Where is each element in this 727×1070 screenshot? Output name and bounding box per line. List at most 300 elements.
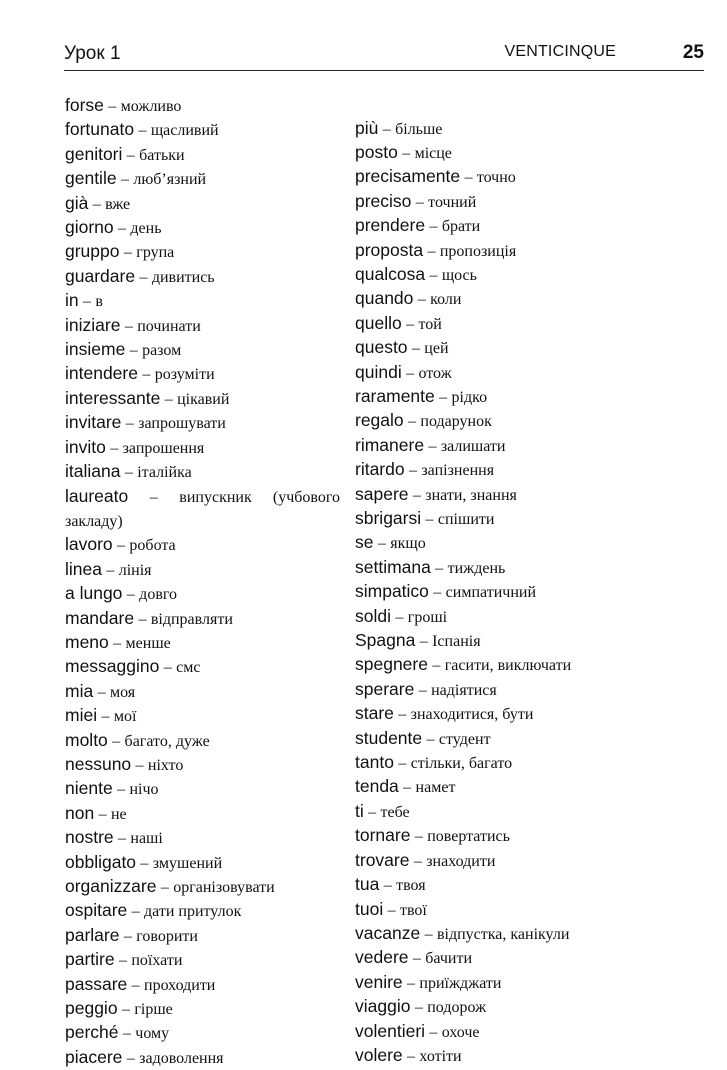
vocab-entry xyxy=(355,800,655,824)
ukrainian-translation: стільки, багато xyxy=(410,755,513,773)
ukrainian-translation: щось xyxy=(441,266,477,284)
dash-separator: – xyxy=(402,144,411,162)
dash-separator: – xyxy=(126,586,135,604)
italian-word: vacanze xyxy=(355,922,421,943)
dash-separator: – xyxy=(120,171,129,189)
italian-word: meno xyxy=(65,631,109,652)
vocab-entry xyxy=(65,240,340,264)
dash-separator: – xyxy=(123,927,132,945)
italian-word: guardare xyxy=(65,265,136,286)
vocab-entry xyxy=(355,727,655,751)
vocabulary-column-left xyxy=(65,94,340,1070)
vocab-entry xyxy=(355,531,655,555)
page-number: 25 xyxy=(682,42,704,63)
dash-separator: – xyxy=(398,755,407,773)
italian-word: obbligato xyxy=(65,851,137,872)
dash-separator: – xyxy=(138,610,147,628)
dash-separator: – xyxy=(407,1047,416,1065)
vocab-entry xyxy=(65,216,340,240)
italian-word: giorno xyxy=(65,217,114,238)
vocab-entry xyxy=(355,1044,655,1068)
ukrainian-translation: твоя xyxy=(396,877,426,895)
vocab-entry xyxy=(355,483,655,507)
italian-word: tuoi xyxy=(355,898,384,919)
ukrainian-translation: бачити xyxy=(425,950,473,968)
dash-separator: – xyxy=(118,220,127,238)
ukrainian-translation: приїжджати xyxy=(419,974,502,992)
dash-separator: – xyxy=(122,1025,131,1043)
italian-word: spegnere xyxy=(355,654,428,675)
ukrainian-translation: можливо xyxy=(120,98,182,115)
dash-separator: – xyxy=(97,683,106,701)
italian-word: genitori xyxy=(65,143,123,164)
dash-separator: – xyxy=(118,830,127,848)
vocab-entry xyxy=(65,362,340,386)
italian-word: quello xyxy=(355,312,402,333)
italian-word: preciso xyxy=(355,190,412,211)
ukrainian-translation: робота xyxy=(129,537,176,555)
ukrainian-translation: дати притулок xyxy=(144,903,242,921)
ukrainian-translation: залишати xyxy=(440,437,506,455)
dash-separator: – xyxy=(135,756,144,774)
ukrainian-translation: змушений xyxy=(152,854,223,872)
dash-separator: – xyxy=(110,439,119,457)
ukrainian-translation: лінія xyxy=(118,561,152,579)
italian-word: venire xyxy=(355,971,403,992)
italian-word: mia xyxy=(65,680,94,701)
dash-separator: – xyxy=(129,342,138,360)
dash-separator: – xyxy=(117,537,126,555)
vocab-entry xyxy=(355,190,655,214)
vocab-entry xyxy=(65,851,340,875)
italian-word: parlare xyxy=(65,924,120,945)
italian-word: mandare xyxy=(65,607,135,628)
italian-word: peggio xyxy=(65,998,118,1019)
italian-word: messaggino xyxy=(65,656,160,677)
italian-word: tua xyxy=(355,874,380,895)
italian-word: piacere xyxy=(65,1046,123,1067)
dash-separator: – xyxy=(113,634,122,652)
ukrainian-translation: гроші xyxy=(407,608,448,626)
vocab-entry xyxy=(355,605,655,629)
italian-word: sbrigarsi xyxy=(355,508,422,528)
vocab-entry xyxy=(65,655,340,679)
vocab-entry xyxy=(355,263,655,287)
italian-word: organizzare xyxy=(65,876,157,896)
vocab-entry xyxy=(355,409,655,433)
ukrainian-translation: день xyxy=(130,220,162,238)
vocab-entry xyxy=(355,653,655,677)
italian-word: regalo xyxy=(355,410,404,431)
ukrainian-translation: хотіти xyxy=(419,1047,462,1065)
ukrainian-translation: відпустка, канікули xyxy=(436,925,570,943)
ukrainian-translation: цікавий xyxy=(177,390,230,408)
vocab-entry xyxy=(355,702,655,726)
dash-separator: – xyxy=(414,999,423,1017)
vocab-entry xyxy=(65,143,340,167)
ukrainian-translation: гасити, виключати xyxy=(444,657,572,675)
dash-separator: – xyxy=(142,366,151,384)
italian-word: a lungo xyxy=(65,583,123,604)
italian-word: vedere xyxy=(355,947,409,968)
vocab-entry xyxy=(65,314,340,338)
italian-word: perché xyxy=(65,1022,119,1043)
italian-word: già xyxy=(65,192,89,213)
ukrainian-translation: коли xyxy=(430,291,462,309)
ukrainian-translation: більше xyxy=(395,120,443,138)
vocab-entry xyxy=(355,434,655,458)
vocab-entry xyxy=(355,165,655,189)
italian-word: miei xyxy=(65,705,98,726)
ukrainian-translation: смс xyxy=(176,659,201,677)
italian-word: interessante xyxy=(65,387,161,408)
italian-word: quindi xyxy=(355,361,402,382)
italian-word: linea xyxy=(65,558,102,579)
vocab-entry xyxy=(65,582,340,606)
italian-word: forse xyxy=(65,95,104,115)
ukrainian-translation: студент xyxy=(438,730,491,748)
dash-separator: – xyxy=(126,146,135,164)
vocab-entry xyxy=(65,558,340,582)
italian-word: simpatico xyxy=(355,581,429,602)
dash-separator: – xyxy=(108,98,117,115)
dash-separator: – xyxy=(433,584,442,602)
dash-separator: – xyxy=(139,268,148,286)
dash-separator: – xyxy=(464,169,473,187)
vocab-entry xyxy=(355,556,655,580)
italian-word: se xyxy=(355,532,374,553)
dash-separator: – xyxy=(419,633,428,651)
italian-word: volere xyxy=(355,1044,403,1065)
dash-separator: – xyxy=(427,242,436,260)
ukrainian-translation: моя xyxy=(109,683,136,701)
vocab-entry xyxy=(355,287,655,311)
vocab-entry xyxy=(65,973,340,997)
dash-separator: – xyxy=(412,950,421,968)
dash-separator: – xyxy=(118,952,127,970)
ukrainian-translation: тиждень xyxy=(447,559,506,577)
dash-separator: – xyxy=(418,681,427,699)
italian-word: insieme xyxy=(65,339,126,360)
italian-word: niente xyxy=(65,778,113,799)
italian-word: ti xyxy=(355,800,364,821)
ukrainian-translation: знати, знання xyxy=(425,486,517,504)
ukrainian-translation: батьки xyxy=(139,146,185,164)
dash-separator: – xyxy=(131,903,140,921)
italian-word: prendere xyxy=(355,215,426,236)
dash-separator: – xyxy=(407,974,416,992)
italian-word: trovare xyxy=(355,849,410,870)
italian-word: raramente xyxy=(355,385,435,406)
dash-separator: – xyxy=(126,1049,135,1067)
dash-separator: – xyxy=(398,706,407,724)
dash-separator: – xyxy=(160,879,169,896)
italian-word: fortunato xyxy=(65,119,135,140)
vocab-entry xyxy=(355,507,655,531)
vocab-entry xyxy=(65,192,340,216)
ukrainian-translation: якщо xyxy=(390,535,426,553)
ukrainian-translation: говорити xyxy=(136,927,198,945)
vocab-entry xyxy=(65,607,340,631)
dash-separator: – xyxy=(426,730,435,748)
dash-separator: – xyxy=(411,340,420,358)
ukrainian-translation: рідко xyxy=(451,388,488,406)
ukrainian-translation: в xyxy=(95,293,103,311)
vocab-entry xyxy=(355,824,655,848)
dash-separator: – xyxy=(429,1023,438,1041)
ukrainian-translation: спішити xyxy=(437,511,495,528)
vocab-entry xyxy=(65,753,340,777)
ukrainian-translation: ніхто xyxy=(147,756,184,774)
dash-separator: – xyxy=(125,415,134,433)
dash-separator: – xyxy=(408,413,417,431)
italian-word: soldi xyxy=(355,605,391,626)
vocab-entry xyxy=(355,239,655,263)
italian-word: invito xyxy=(65,436,106,457)
vocab-entry xyxy=(355,971,655,995)
italian-word: ospitare xyxy=(65,900,128,921)
dash-separator: – xyxy=(112,732,121,750)
italian-word: tanto xyxy=(355,752,394,773)
ukrainian-translation: організовувати xyxy=(173,879,275,896)
dash-separator: – xyxy=(98,805,107,823)
vocab-entry xyxy=(355,922,655,946)
ukrainian-translation: поїхати xyxy=(131,952,183,970)
italian-word: volentieri xyxy=(355,1020,426,1041)
italian-word: posto xyxy=(355,141,398,162)
italian-word: tornare xyxy=(355,825,411,846)
ukrainian-translation: точно xyxy=(476,169,516,187)
ukrainian-translation: гірше xyxy=(134,1001,173,1019)
vocab-entry xyxy=(355,361,655,385)
vocab-entry xyxy=(65,826,340,850)
dash-separator: – xyxy=(383,877,392,895)
ukrainian-translation: отож xyxy=(418,364,452,382)
italian-word: iniziare xyxy=(65,314,121,335)
ukrainian-translation: брати xyxy=(441,218,481,236)
dash-separator: – xyxy=(424,925,433,943)
vocab-entry xyxy=(65,533,340,557)
vocab-entry xyxy=(355,580,655,604)
vocab-entry xyxy=(65,167,340,191)
ukrainian-translation: нічо xyxy=(129,781,159,799)
vocab-entry xyxy=(355,141,655,165)
vocab-entry xyxy=(65,338,340,362)
ukrainian-translation: запізнення xyxy=(421,462,495,480)
ukrainian-translation: задоволення xyxy=(139,1049,224,1067)
vocab-entry xyxy=(65,802,340,826)
ukrainian-translation: довго xyxy=(139,586,178,604)
italian-word: quando xyxy=(355,288,414,309)
ukrainian-translation: пропозиція xyxy=(439,242,517,260)
vocab-entry xyxy=(65,924,340,948)
vocab-entry xyxy=(65,265,340,289)
ukrainian-translation: повертатись xyxy=(427,828,510,846)
ukrainian-translation: не xyxy=(110,805,127,823)
ukrainian-translation: надіятися xyxy=(431,681,497,699)
ukrainian-translation: відправляти xyxy=(150,610,233,628)
dash-separator: – xyxy=(106,561,115,579)
vocab-entry xyxy=(65,411,340,435)
dash-separator: – xyxy=(123,244,132,262)
dash-separator: – xyxy=(435,559,444,577)
ukrainian-translation: мої xyxy=(113,708,137,726)
vocab-entry xyxy=(65,777,340,801)
dash-separator: – xyxy=(432,657,441,675)
dash-separator: – xyxy=(439,388,448,406)
vocab-entry xyxy=(355,751,655,775)
dash-separator: – xyxy=(368,803,377,821)
italian-word: partire xyxy=(65,949,115,970)
dash-separator: – xyxy=(164,390,173,408)
ukrainian-translation: вже xyxy=(105,195,131,213)
italian-word: precisamente xyxy=(355,166,461,187)
page-title: VENTICINQUE xyxy=(504,43,616,60)
dash-separator: – xyxy=(429,266,438,284)
vocab-entry xyxy=(65,729,340,753)
vocab-entry xyxy=(65,289,340,313)
ukrainian-translation: група xyxy=(136,244,175,262)
dash-separator: – xyxy=(413,852,422,870)
italian-word: intendere xyxy=(65,363,138,384)
dash-separator: – xyxy=(138,122,147,140)
vocabulary-column-right xyxy=(355,117,655,1069)
italian-word: sapere xyxy=(355,483,409,504)
vocab-entry xyxy=(355,629,655,653)
ukrainian-translation: запрошення xyxy=(122,439,205,457)
vocab-entry xyxy=(65,94,340,118)
italian-word: laureato xyxy=(65,485,129,506)
ukrainian-translation: дивитись xyxy=(151,268,215,286)
vocab-entry xyxy=(65,118,340,142)
dash-separator: – xyxy=(406,315,415,333)
ukrainian-translation: подорож xyxy=(427,999,487,1017)
vocab-entry xyxy=(65,997,340,1021)
italian-word: viaggio xyxy=(355,996,411,1017)
ukrainian-translation: намет xyxy=(415,779,456,797)
dash-separator: – xyxy=(387,901,396,919)
vocab-entry xyxy=(65,948,340,972)
italian-word: più xyxy=(355,117,379,138)
ukrainian-translation: багато, дуже xyxy=(124,732,210,750)
ukrainian-translation: випускник (учбового закладу) xyxy=(65,488,340,530)
dash-separator: – xyxy=(163,659,172,677)
dash-separator: – xyxy=(83,293,91,311)
italian-word: molto xyxy=(65,729,108,750)
dash-separator: – xyxy=(382,120,391,138)
vocab-entry xyxy=(65,485,340,534)
italian-word: lavoro xyxy=(65,534,113,555)
italian-word: ritardo xyxy=(355,459,405,480)
vocab-entry xyxy=(355,458,655,482)
vocab-entry xyxy=(65,704,340,728)
italian-word: proposta xyxy=(355,239,424,260)
ukrainian-translation: чому xyxy=(135,1025,170,1043)
ukrainian-translation: люб’язний xyxy=(133,171,207,189)
ukrainian-translation: італійка xyxy=(137,464,192,482)
italian-word: nessuno xyxy=(65,753,132,774)
italian-word: passare xyxy=(65,973,128,994)
ukrainian-translation: наші xyxy=(130,830,163,848)
vocab-entry xyxy=(65,1021,340,1045)
ukrainian-translation: точний xyxy=(428,193,477,211)
italian-word: italiana xyxy=(65,461,121,482)
italian-word: gentile xyxy=(65,168,117,189)
dash-separator: – xyxy=(124,464,133,482)
vocab-entry xyxy=(355,214,655,238)
ukrainian-translation: проходити xyxy=(144,976,216,994)
ukrainian-translation: Іспанія xyxy=(432,633,481,651)
ukrainian-translation: місце xyxy=(414,144,452,162)
italian-word: questo xyxy=(355,337,408,358)
lesson-label: Урок 1 xyxy=(64,43,121,64)
italian-word: settimana xyxy=(355,556,431,577)
italian-word: sperare xyxy=(355,678,415,699)
italian-word: in xyxy=(65,290,79,311)
dash-separator: – xyxy=(403,779,412,797)
ukrainian-translation: розуміти xyxy=(154,366,215,384)
italian-word: stare xyxy=(355,703,394,724)
ukrainian-translation: знаходити xyxy=(426,852,496,870)
italian-word: Spagna xyxy=(355,630,416,651)
italian-word: rimanere xyxy=(355,434,425,455)
vocab-entry xyxy=(355,336,655,360)
vocab-entry xyxy=(355,312,655,336)
italian-word: studente xyxy=(355,727,423,748)
dash-separator: – xyxy=(131,976,140,994)
vocab-entry xyxy=(65,899,340,923)
italian-word: nostre xyxy=(65,827,114,848)
vocab-entry xyxy=(355,678,655,702)
vocab-entry xyxy=(65,875,340,899)
vocab-entry xyxy=(65,631,340,655)
dash-separator: – xyxy=(408,462,417,480)
dash-separator: – xyxy=(412,486,421,504)
vocab-entry xyxy=(355,873,655,897)
italian-word: gruppo xyxy=(65,241,120,262)
ukrainian-translation: менше xyxy=(125,634,171,652)
vocab-entry xyxy=(65,460,340,484)
vocab-entry xyxy=(355,898,655,922)
italian-word: non xyxy=(65,802,95,823)
italian-word: invitare xyxy=(65,412,122,433)
ukrainian-translation: щасливий xyxy=(150,122,219,140)
dash-separator: – xyxy=(92,195,101,213)
dash-separator: – xyxy=(101,708,110,726)
vocab-entry xyxy=(65,387,340,411)
ukrainian-translation: подарунок xyxy=(420,413,492,431)
page-header xyxy=(64,40,704,71)
vocab-entry xyxy=(355,775,655,799)
vocab-entry xyxy=(355,117,655,141)
ukrainian-translation: тебе xyxy=(380,803,410,821)
dash-separator: – xyxy=(121,1001,130,1019)
ukrainian-translation: той xyxy=(418,315,442,333)
vocab-entry xyxy=(355,1020,655,1044)
dash-separator: – xyxy=(124,317,133,335)
vocab-entry xyxy=(65,680,340,704)
dash-separator: – xyxy=(425,511,434,528)
ukrainian-translation: запрошувати xyxy=(138,415,226,433)
dash-separator: – xyxy=(429,218,438,236)
vocab-entry xyxy=(65,436,340,460)
ukrainian-translation: знаходитися, бути xyxy=(410,706,534,724)
vocab-entry xyxy=(355,946,655,970)
dash-separator: – xyxy=(395,608,404,626)
dash-separator: – xyxy=(149,488,158,506)
ukrainian-translation: починати xyxy=(137,317,201,335)
dash-separator: – xyxy=(428,437,437,455)
